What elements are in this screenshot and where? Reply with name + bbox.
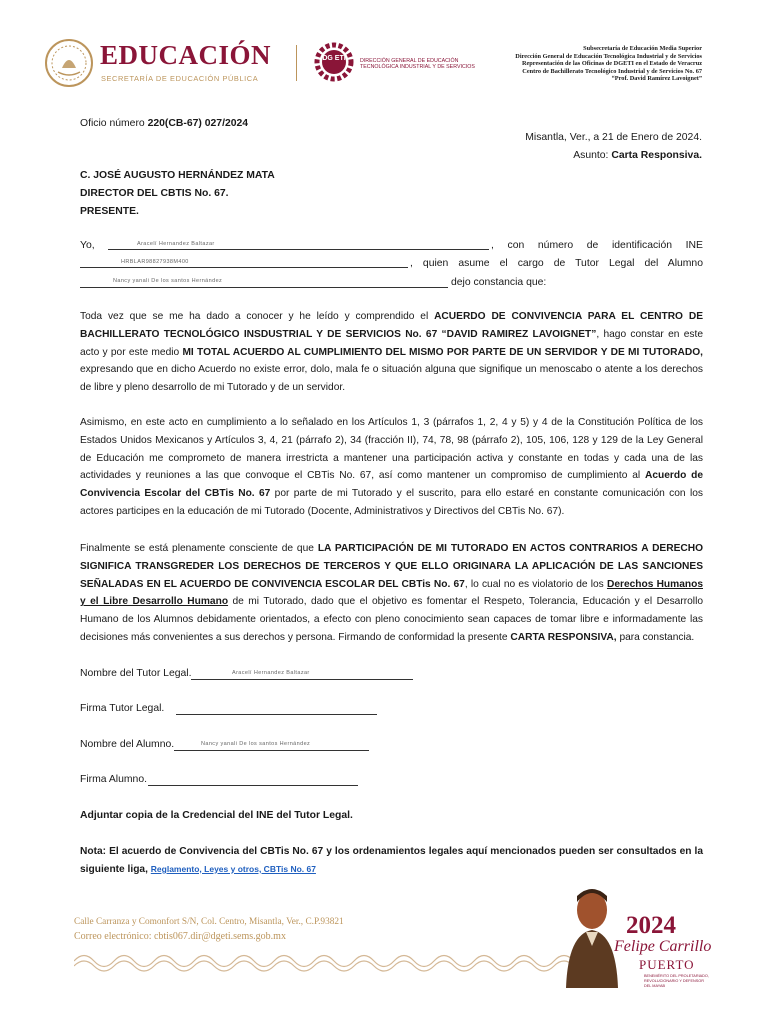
recipient-block — [80, 167, 275, 221]
dgeti-gear-icon — [314, 38, 354, 86]
intro-constancia: dejo constancia que: — [451, 277, 547, 288]
para2-bold-1: Acuerdo de Convivencia Escolar del CBTis No. 67 — [80, 470, 703, 500]
footer-address: Calle Carranza y Comonfort S/N, Col. Centro, Misantla, Ver., C.P.93821 — [74, 917, 344, 927]
para2-text-1: Asimismo, en este acto en cumplimiento a lo señalado en los Artículos 1, 3 (párrafos 1, 2, 4 y 5) y 4 de la Constitución Política de los Estados Unidos Mexicanos y Artículos 3, 4, 21 (párrafo 2), 34 (fracción II), 74, 78, 98 (párrafo 2), 105, 106, 128 y 129 de la Ley General de Educación me comprometo de manera irrestricta a mantener una participación activa y constante en todas y cada una de las actividades y reuniones a las que convoque el CBTis No. 67, así como mantener un compromiso de cumplimiento al — [80, 417, 703, 482]
para1-text-3: expresando que en dicho Acuerdo no existe error, dolo, mala fe o situación alguna que signifique un menoscabo o atente a los derechos de libre y pleno desarrollo de mi Tutorado y de un servidor. — [80, 364, 703, 394]
intro-yo: Yo, — [80, 240, 95, 251]
student-name-label: Nombre del Alumno. — [80, 739, 175, 750]
footer-pattern — [74, 950, 574, 972]
felipe-carrillo-portrait — [560, 880, 624, 988]
footer-badge — [644, 974, 709, 988]
footer-email: Correo electrónico: cbtis067.dir@dgeti.sems.gob.mx — [74, 931, 286, 942]
header-right-line: “Prof. David Ramírez Lavoignet” — [611, 75, 702, 82]
para3-text-2: , lo cual no es violatorio de los — [464, 578, 607, 590]
oficio-value: 220(CB-67) 027/2024 — [147, 118, 249, 129]
student-name-sign-value: Nancy yanali De los santos Hernández — [201, 741, 311, 747]
header-right-block — [515, 45, 702, 83]
footer-badge-line: BENEMÉRITO DEL PROLETARIADO, — [644, 974, 709, 978]
para1-bold-1: ACUERDO DE CONVIVENCIA PARA EL CENTRO DE BACHILLERATO TECNOLÓGICO INSDUSTRIAL Y DE SERVICIOS No. 67 “DAVID RAMIREZ LAVOIGNET” — [80, 311, 703, 340]
para3-bold-3: CARTA RESPONSIVA, — [510, 631, 617, 643]
header-right-line: Subsecretaría de Educación Media Superior — [583, 45, 702, 52]
tutor-signature-blank — [176, 702, 377, 715]
paragraph-1 — [80, 308, 703, 397]
para3-text-3: de mi Tutorado, dado que el objetivo es fomentar el Respeto, Tolerancia, Educación y el Desarrollo Humano de los Alumnos debidamente orientados, a efecto con pleno conocimiento sean capaces de tomar libre e informadamente las decisiones más convenientes a sus derechos y persona. Firmando de conformidad la presente — [80, 596, 703, 643]
attach-note: Adjuntar copia de la Credencial del INE del Tutor Legal. — [80, 810, 353, 821]
para3-text-4: para constancia. — [616, 631, 695, 643]
ine-number-handwritten: HRBLAR98827938M400 — [121, 259, 189, 265]
student-signature-blank — [148, 773, 358, 786]
tutor-name-label: Nombre del Tutor Legal. — [80, 668, 192, 679]
dgeti-line1: DIRECCIÓN GENERAL DE EDUCACIÓN — [360, 58, 459, 64]
student-name-handwritten: Nancy yanali De los santos Hernández — [113, 278, 223, 284]
student-sign-label: Firma Alumno. — [80, 774, 147, 785]
para1-bold-2: MI TOTAL ACUERDO AL CUMPLIMIENTO DEL MISMO POR PARTE DE UN SERVIDOR Y DE MI TUTORADO, — [182, 346, 703, 358]
tutor-name-sign-value: Aracelí Hernandez Baltazar — [232, 670, 310, 676]
letter-asunto — [573, 150, 702, 161]
oficio-number — [80, 118, 248, 129]
para2-text-2: por parte de mi Tutorado y el suscrito, para ello estaré en constante comunicación con los actores participes en la educación de mi Tutorado (Docente, Administrativos y Directivos del CBTis No. 67). — [80, 488, 703, 517]
footer-year: 2024 — [626, 912, 676, 939]
header-right-line: Representación de las Oficinas de DGETI en el Estado de Veracruz — [521, 60, 702, 67]
nota-paragraph — [80, 843, 703, 879]
paragraph-2 — [80, 414, 703, 521]
header — [0, 0, 768, 100]
nota-text: Nota: El acuerdo de Convivencia del CBTis No. 67 y los ordenamientos legales aquí mencionados pueden ser consultados en la siguiente liga, — [80, 846, 703, 875]
intro-asume-text: , quien asume el cargo de Tutor Legal del Alumno — [410, 258, 703, 269]
footer-badge-line: DEL MAYAB — [644, 983, 666, 988]
asunto-value: Carta Responsiva. — [611, 150, 702, 161]
logo-subtitle: SECRETARÍA DE EDUCACIÓN PÚBLICA — [101, 74, 259, 83]
recipient-presente: PRESENTE. — [80, 206, 139, 217]
dgeti-mark: DG ETI — [322, 55, 346, 62]
para3-text-1: Finalmente se está plenamente consciente de que — [80, 543, 318, 554]
header-divider — [296, 45, 297, 81]
logo-title: EDUCACIÓN — [100, 40, 272, 70]
recipient-name: C. JOSÉ AUGUSTO HERNÁNDEZ MATA — [80, 170, 275, 181]
header-right-line: Centro de Bachillerato Tecnológico Industrial y de Servicios No. 67 — [522, 67, 702, 75]
oficio-label: Oficio número — [80, 118, 148, 129]
para3-bold-underlined: Derechos Humanos y el Libre Desarrollo Humano — [80, 578, 703, 608]
intro-ine-text: , con número de identificación INE — [491, 240, 703, 251]
paragraph-3 — [80, 540, 703, 647]
footer-person-name: Felipe Carrillo — [614, 938, 712, 955]
para1-text-1: Toda vez que se me ha dado a conocer y he leído y comprendido el — [80, 311, 435, 322]
para1-text-2: , hago constar en este acto y por este medio — [80, 328, 703, 358]
footer-person-surname: PUERTO — [639, 957, 695, 972]
dgeti-line2: TECNOLÓGICA INDUSTRIAL Y DE SERVICIOS — [360, 64, 475, 70]
header-right-line: Dirección General de Educación Tecnológica Industrial y de Servicios — [515, 52, 702, 60]
asunto-label: Asunto: — [573, 150, 612, 161]
tutor-name-handwritten: Aracelí Hernandez Baltazar — [137, 241, 215, 247]
mexico-seal-icon — [44, 38, 94, 88]
recipient-title: DIRECTOR DEL CBTIS No. 67. — [80, 188, 229, 199]
footer-badge-line: REVOLUCIONARIO Y DEFENSOR — [644, 978, 704, 983]
reglamento-link[interactable]: Reglamento, Leyes y otros, CBTis No. 67 — [150, 863, 316, 874]
letter-date: Misantla, Ver., a 21 de Enero de 2024. — [525, 132, 702, 143]
para3-bold-1: LA PARTICIPACIÓN DE MI TUTORADO EN ACTOS CONTRARIOS A DERECHO SIGNIFICA TRANSGREDER LOS DERECHOS DE TERCEROS Y QUE ELLO ORIGINARA LA APLICACIÓN DE LAS SANCIONES SEÑALADAS EN EL ACUERDO DE CONVIVENCIA ESCOLAR DEL CBTis No. 67 — [80, 543, 704, 590]
tutor-sign-label: Firma Tutor Legal. — [80, 703, 165, 714]
